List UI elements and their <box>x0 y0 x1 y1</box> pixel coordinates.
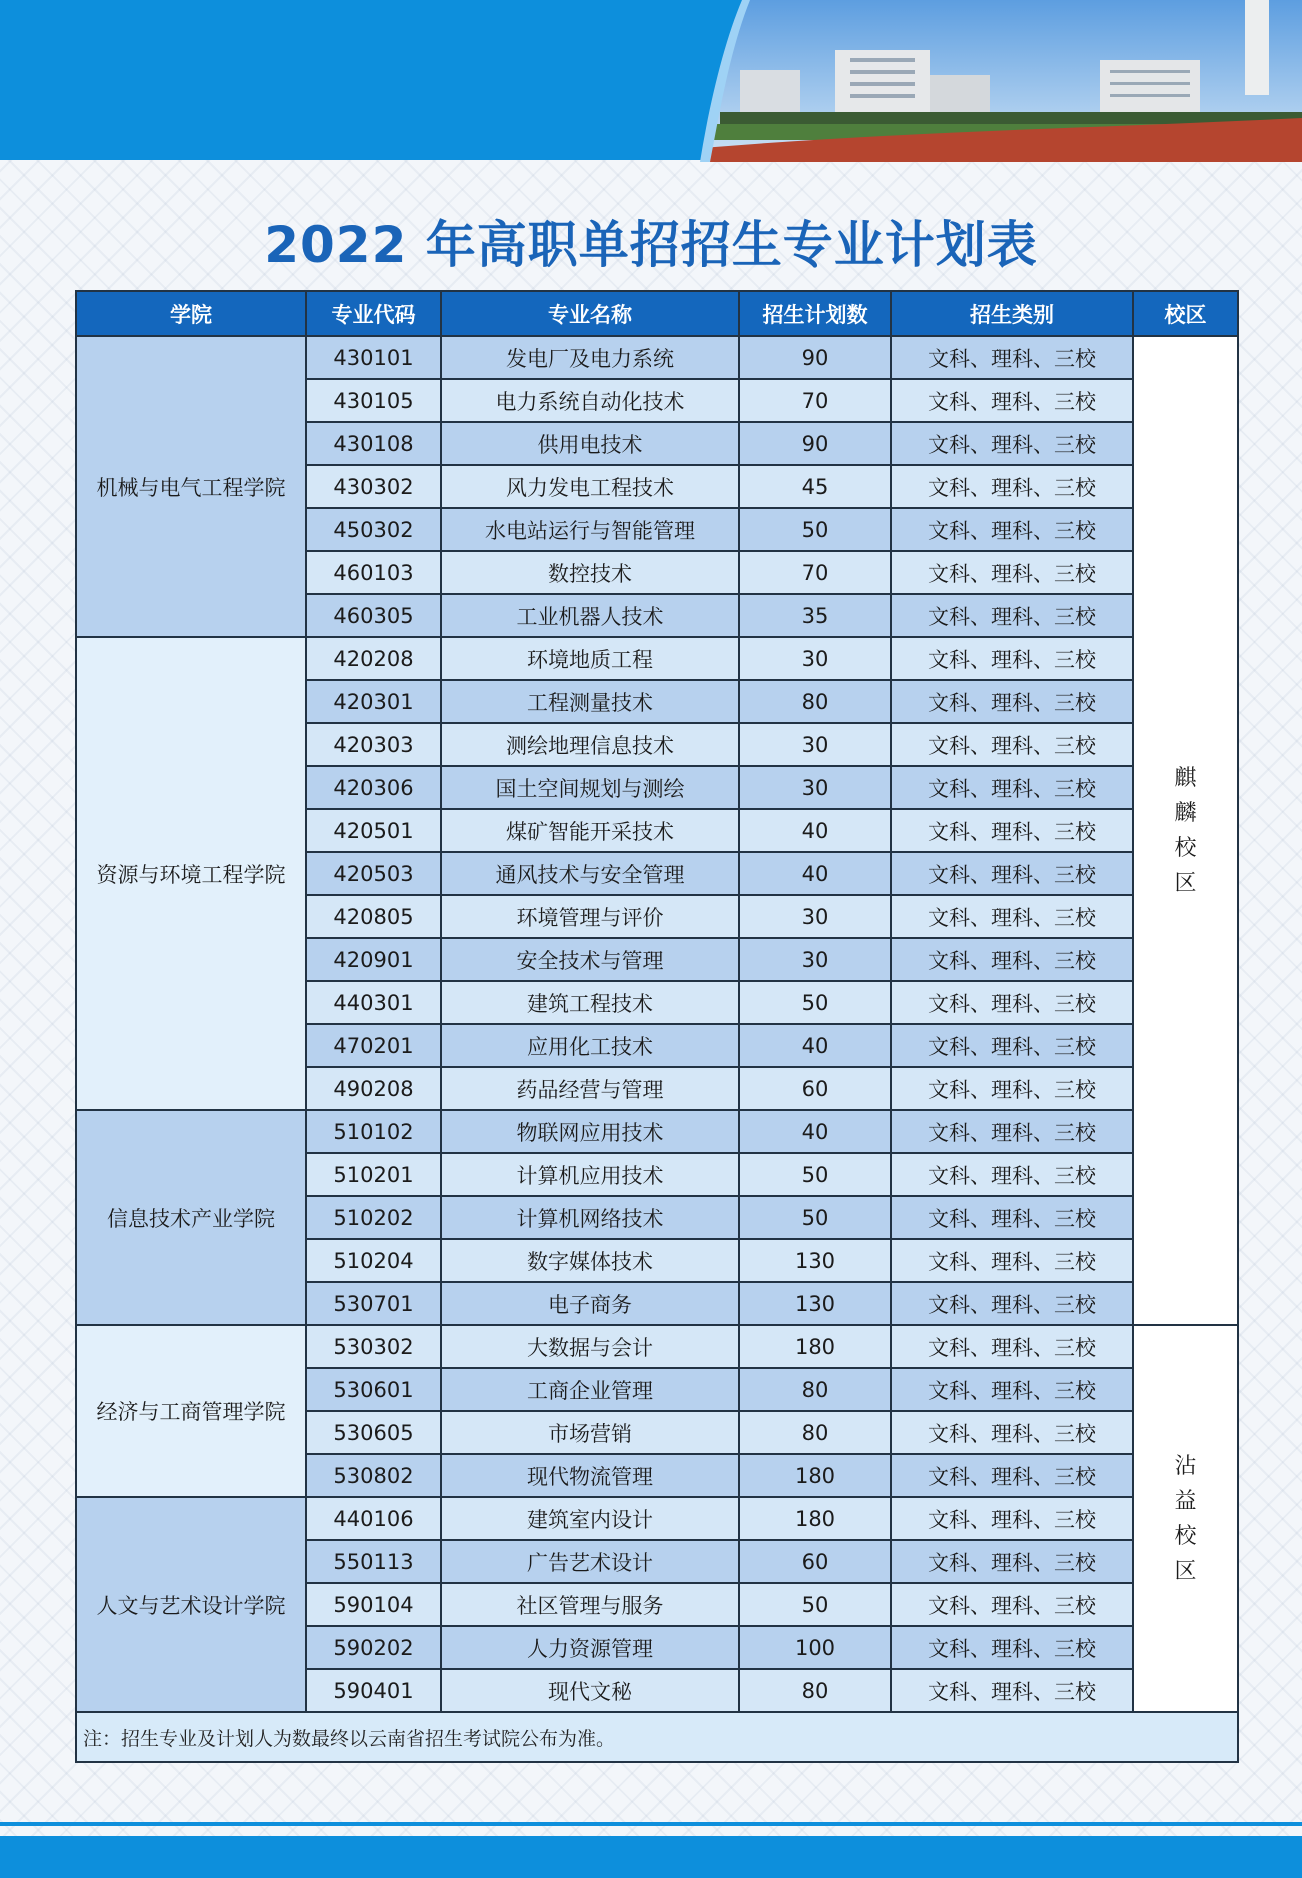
category-cell: 文科、理科、三校 <box>891 809 1133 852</box>
plan-count-cell: 80 <box>739 1411 891 1454</box>
major-name-cell: 人力资源管理 <box>441 1626 739 1669</box>
college-cell: 人文与艺术设计学院 <box>76 1497 306 1712</box>
category-cell: 文科、理科、三校 <box>891 1669 1133 1712</box>
category-cell: 文科、理科、三校 <box>891 422 1133 465</box>
header-code: 专业代码 <box>306 291 441 336</box>
table-header-row <box>76 291 1238 336</box>
plan-count-cell: 50 <box>739 508 891 551</box>
plan-count-cell: 40 <box>739 852 891 895</box>
major-name-cell: 建筑工程技术 <box>441 981 739 1024</box>
plan-count-cell: 50 <box>739 981 891 1024</box>
footer-line <box>0 1822 1302 1826</box>
campus-label: 沾益校区 <box>1174 1453 1197 1584</box>
major-code-cell: 530701 <box>306 1282 441 1325</box>
college-cell: 机械与电气工程学院 <box>76 336 306 637</box>
header-college: 学院 <box>76 291 306 336</box>
category-cell: 文科、理科、三校 <box>891 1497 1133 1540</box>
table-row <box>76 1110 1238 1153</box>
note-row <box>76 1712 1238 1762</box>
major-code-cell: 460305 <box>306 594 441 637</box>
plan-count-cell: 180 <box>739 1454 891 1497</box>
major-name-cell: 大数据与会计 <box>441 1325 739 1368</box>
category-cell: 文科、理科、三校 <box>891 465 1133 508</box>
major-code-cell: 530302 <box>306 1325 441 1368</box>
category-cell: 文科、理科、三校 <box>891 1540 1133 1583</box>
major-code-cell: 490208 <box>306 1067 441 1110</box>
major-code-cell: 530601 <box>306 1368 441 1411</box>
plan-count-cell: 180 <box>739 1497 891 1540</box>
major-code-cell: 510201 <box>306 1153 441 1196</box>
major-name-cell: 广告艺术设计 <box>441 1540 739 1583</box>
plan-count-cell: 30 <box>739 637 891 680</box>
plan-count-cell: 130 <box>739 1282 891 1325</box>
major-name-cell: 国土空间规划与测绘 <box>441 766 739 809</box>
category-cell: 文科、理科、三校 <box>891 723 1133 766</box>
major-code-cell: 420503 <box>306 852 441 895</box>
header-major: 专业名称 <box>441 291 739 336</box>
header-category: 招生类别 <box>891 291 1133 336</box>
campus-photo <box>680 0 1302 162</box>
category-cell: 文科、理科、三校 <box>891 1239 1133 1282</box>
major-code-cell: 420306 <box>306 766 441 809</box>
major-code-cell: 420208 <box>306 637 441 680</box>
major-name-cell: 计算机网络技术 <box>441 1196 739 1239</box>
page-title: 2022 年高职单招招生专业计划表 <box>264 216 1038 274</box>
major-name-cell: 药品经营与管理 <box>441 1067 739 1110</box>
plan-count-cell: 45 <box>739 465 891 508</box>
major-code-cell: 460103 <box>306 551 441 594</box>
major-name-cell: 应用化工技术 <box>441 1024 739 1067</box>
plan-count-cell: 30 <box>739 938 891 981</box>
note-text: 注：招生专业及计划人为数最终以云南省招生考试院公布为准。 <box>76 1712 1238 1762</box>
major-code-cell: 510204 <box>306 1239 441 1282</box>
header-campus: 校区 <box>1133 291 1238 336</box>
campus-cell <box>1133 1325 1238 1712</box>
table-row <box>76 1497 1238 1540</box>
major-name-cell: 电子商务 <box>441 1282 739 1325</box>
major-code-cell: 430105 <box>306 379 441 422</box>
plan-count-cell: 30 <box>739 723 891 766</box>
major-name-cell: 工业机器人技术 <box>441 594 739 637</box>
major-name-cell: 通风技术与安全管理 <box>441 852 739 895</box>
major-code-cell: 590104 <box>306 1583 441 1626</box>
category-cell: 文科、理科、三校 <box>891 938 1133 981</box>
college-cell: 资源与环境工程学院 <box>76 637 306 1110</box>
major-name-cell: 风力发电工程技术 <box>441 465 739 508</box>
major-name-cell: 市场营销 <box>441 1411 739 1454</box>
category-cell: 文科、理科、三校 <box>891 551 1133 594</box>
major-name-cell: 数控技术 <box>441 551 739 594</box>
plan-count-cell: 80 <box>739 1368 891 1411</box>
plan-count-cell: 50 <box>739 1196 891 1239</box>
major-code-cell: 450302 <box>306 508 441 551</box>
major-code-cell: 470201 <box>306 1024 441 1067</box>
major-code-cell: 420805 <box>306 895 441 938</box>
plan-count-cell: 60 <box>739 1540 891 1583</box>
category-cell: 文科、理科、三校 <box>891 1282 1133 1325</box>
category-cell: 文科、理科、三校 <box>891 1411 1133 1454</box>
plan-count-cell: 50 <box>739 1153 891 1196</box>
plan-count-cell: 30 <box>739 766 891 809</box>
major-code-cell: 430101 <box>306 336 441 379</box>
plan-count-cell: 40 <box>739 1110 891 1153</box>
category-cell: 文科、理科、三校 <box>891 1626 1133 1669</box>
major-name-cell: 建筑室内设计 <box>441 1497 739 1540</box>
category-cell: 文科、理科、三校 <box>891 1024 1133 1067</box>
major-name-cell: 安全技术与管理 <box>441 938 739 981</box>
major-name-cell: 环境地质工程 <box>441 637 739 680</box>
major-name-cell: 现代文秘 <box>441 1669 739 1712</box>
plan-count-cell: 100 <box>739 1626 891 1669</box>
plan-count-cell: 50 <box>739 1583 891 1626</box>
major-code-cell: 420301 <box>306 680 441 723</box>
footer-band <box>0 1836 1302 1878</box>
major-name-cell: 测绘地理信息技术 <box>441 723 739 766</box>
major-name-cell: 数字媒体技术 <box>441 1239 739 1282</box>
plan-count-cell: 30 <box>739 895 891 938</box>
category-cell: 文科、理科、三校 <box>891 1368 1133 1411</box>
major-code-cell: 530605 <box>306 1411 441 1454</box>
college-cell: 信息技术产业学院 <box>76 1110 306 1325</box>
table-row <box>76 336 1238 379</box>
major-name-cell: 物联网应用技术 <box>441 1110 739 1153</box>
category-cell: 文科、理科、三校 <box>891 1454 1133 1497</box>
category-cell: 文科、理科、三校 <box>891 680 1133 723</box>
table-row <box>76 1325 1238 1368</box>
category-cell: 文科、理科、三校 <box>891 1067 1133 1110</box>
major-name-cell: 环境管理与评价 <box>441 895 739 938</box>
major-code-cell: 420501 <box>306 809 441 852</box>
category-cell: 文科、理科、三校 <box>891 1110 1133 1153</box>
major-name-cell: 工商企业管理 <box>441 1368 739 1411</box>
category-cell: 文科、理科、三校 <box>891 594 1133 637</box>
header-plan: 招生计划数 <box>739 291 891 336</box>
major-code-cell: 420901 <box>306 938 441 981</box>
major-name-cell: 现代物流管理 <box>441 1454 739 1497</box>
major-code-cell: 430302 <box>306 465 441 508</box>
category-cell: 文科、理科、三校 <box>891 1153 1133 1196</box>
major-name-cell: 社区管理与服务 <box>441 1583 739 1626</box>
campus-cell <box>1133 336 1238 1325</box>
major-code-cell: 510202 <box>306 1196 441 1239</box>
major-name-cell: 水电站运行与智能管理 <box>441 508 739 551</box>
major-name-cell: 计算机应用技术 <box>441 1153 739 1196</box>
major-code-cell: 550113 <box>306 1540 441 1583</box>
major-code-cell: 430108 <box>306 422 441 465</box>
plan-count-cell: 90 <box>739 336 891 379</box>
category-cell: 文科、理科、三校 <box>891 336 1133 379</box>
plan-count-cell: 40 <box>739 809 891 852</box>
major-code-cell: 420303 <box>306 723 441 766</box>
category-cell: 文科、理科、三校 <box>891 852 1133 895</box>
major-name-cell: 供用电技术 <box>441 422 739 465</box>
category-cell: 文科、理科、三校 <box>891 1583 1133 1626</box>
major-code-cell: 510102 <box>306 1110 441 1153</box>
major-name-cell: 电力系统自动化技术 <box>441 379 739 422</box>
enrollment-plan-table <box>75 290 1239 1763</box>
category-cell: 文科、理科、三校 <box>891 981 1133 1024</box>
category-cell: 文科、理科、三校 <box>891 379 1133 422</box>
campus-label: 麒麟校区 <box>1174 765 1197 896</box>
plan-count-cell: 70 <box>739 551 891 594</box>
major-code-cell: 530802 <box>306 1454 441 1497</box>
major-name-cell: 发电厂及电力系统 <box>441 336 739 379</box>
category-cell: 文科、理科、三校 <box>891 1196 1133 1239</box>
major-code-cell: 590202 <box>306 1626 441 1669</box>
major-code-cell: 440106 <box>306 1497 441 1540</box>
category-cell: 文科、理科、三校 <box>891 508 1133 551</box>
plan-count-cell: 180 <box>739 1325 891 1368</box>
plan-count-cell: 35 <box>739 594 891 637</box>
plan-count-cell: 80 <box>739 680 891 723</box>
plan-count-cell: 90 <box>739 422 891 465</box>
plan-count-cell: 40 <box>739 1024 891 1067</box>
major-name-cell: 工程测量技术 <box>441 680 739 723</box>
category-cell: 文科、理科、三校 <box>891 766 1133 809</box>
college-cell: 经济与工商管理学院 <box>76 1325 306 1497</box>
major-name-cell: 煤矿智能开采技术 <box>441 809 739 852</box>
major-code-cell: 440301 <box>306 981 441 1024</box>
category-cell: 文科、理科、三校 <box>891 1325 1133 1368</box>
category-cell: 文科、理科、三校 <box>891 895 1133 938</box>
plan-count-cell: 60 <box>739 1067 891 1110</box>
plan-count-cell: 70 <box>739 379 891 422</box>
table-row <box>76 637 1238 680</box>
category-cell: 文科、理科、三校 <box>891 637 1133 680</box>
major-code-cell: 590401 <box>306 1669 441 1712</box>
plan-count-cell: 130 <box>739 1239 891 1282</box>
plan-count-cell: 80 <box>739 1669 891 1712</box>
